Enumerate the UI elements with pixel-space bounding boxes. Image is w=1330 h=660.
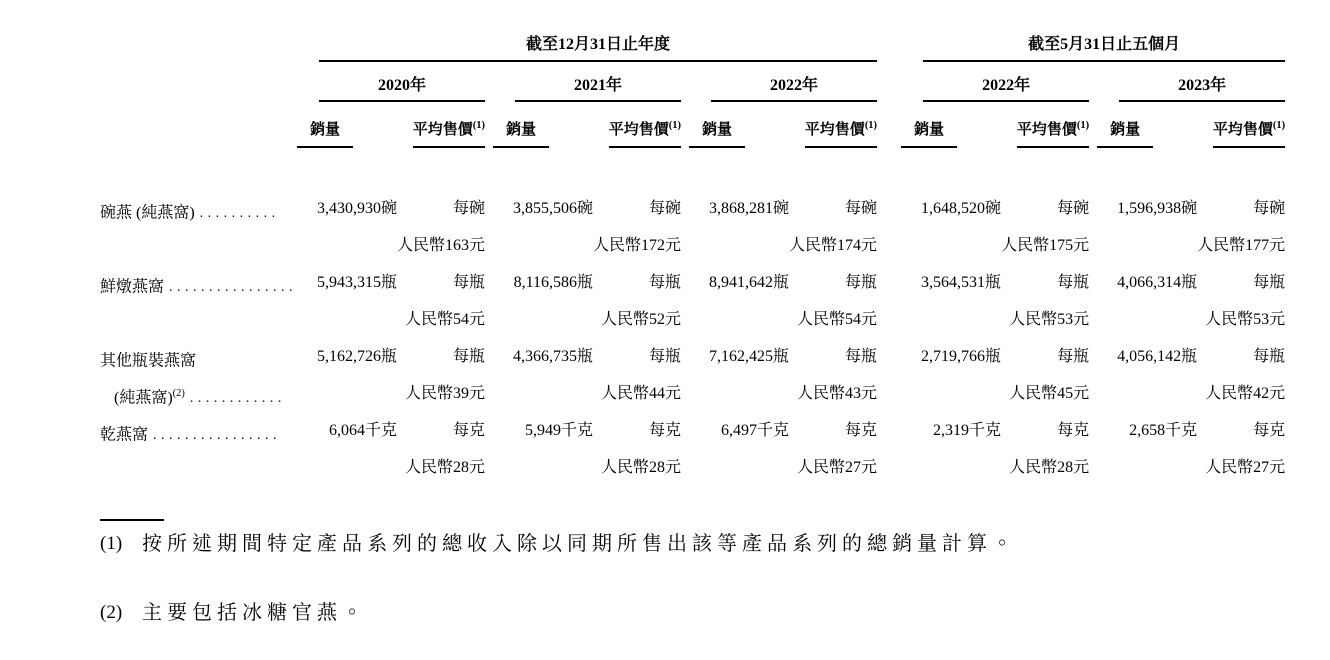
price-cell: 每碗 人民幣163元 <box>397 200 486 254</box>
row-label: 其他瓶裝燕窩 <box>100 352 197 370</box>
price-cell: 每瓶 人民幣39元 <box>405 348 486 402</box>
price-header-cell <box>1197 102 1285 148</box>
gap-cell <box>877 102 901 148</box>
gap-cell <box>877 412 901 486</box>
gap-cell <box>1089 338 1097 412</box>
gap-cell <box>1089 412 1097 486</box>
year-header-2022: 2022年 <box>711 72 877 102</box>
price-cell: 每瓶 人民幣53元 <box>1205 274 1286 328</box>
volume-header: 銷量 <box>901 118 957 148</box>
row-label: 鮮燉燕窩 <box>100 278 165 296</box>
volume-cell: 2,319千克 <box>933 422 1002 439</box>
footnote-ref-2: (2) <box>172 388 185 399</box>
gap-cell <box>485 190 493 264</box>
price-header-cell <box>593 102 681 148</box>
footnote-2-text: 主要包括冰糖官燕。 <box>142 602 367 624</box>
footnote-divider <box>100 519 164 521</box>
price-cell: 每瓶 人民幣44元 <box>601 348 682 402</box>
volume-cell: 1,596,938碗 <box>1117 200 1198 217</box>
footnote-ref-1: (1) <box>668 120 682 131</box>
footnote-1-text: 按所述期間特定產品系列的總收入除以同期所售出該等產品系列的總銷量計算。 <box>142 533 1017 555</box>
year-header-cell <box>901 62 1089 102</box>
volume-cell: 4,056,142瓶 <box>1117 348 1198 365</box>
price-cell: 每碗 人民幣172元 <box>593 200 682 254</box>
gap-cell <box>877 264 901 338</box>
row-label-line2: (純燕窩) <box>114 389 173 407</box>
gap-cell <box>1089 190 1097 264</box>
price-header: 平均售價$^{(1)}$ <box>1213 118 1285 148</box>
year-header-cell <box>493 62 681 102</box>
volume-header-cell <box>493 102 593 148</box>
footnote-1-marker: (1) <box>100 533 123 554</box>
volume-cell: 3,868,281碗 <box>709 200 790 217</box>
footnote-2 <box>100 600 367 626</box>
gap-cell <box>877 338 901 412</box>
gap-cell <box>1089 102 1097 148</box>
volume-cell: 8,116,586瓶 <box>513 274 594 291</box>
year-header-2020: 2020年 <box>319 72 485 102</box>
gap-cell <box>485 264 493 338</box>
footnote-ref-1: (1) <box>472 120 486 131</box>
volume-header: 銷量 <box>689 118 745 148</box>
volume-cell: 5,949千克 <box>525 422 594 439</box>
group-header-five-months: 截至5月31日止五個月 <box>923 31 1285 62</box>
year-header-cell <box>689 62 877 102</box>
gap-cell <box>681 412 689 486</box>
volume-header: 銷量 <box>297 118 353 148</box>
price-cell: 每瓶 人民幣54元 <box>405 274 486 328</box>
group-header-annual: 截至12月31日止年度 <box>319 31 877 62</box>
volume-header: 銷量 <box>493 118 549 148</box>
volume-cell: 4,066,314瓶 <box>1117 274 1198 291</box>
gap-cell <box>877 190 901 264</box>
gap-cell <box>681 264 689 338</box>
price-cell: 每克 人民幣28元 <box>1009 422 1090 476</box>
footnote-ref-1: (1) <box>1076 120 1090 131</box>
price-cell: 每瓶 人民幣45元 <box>1009 348 1090 402</box>
volume-header-cell <box>1097 102 1197 148</box>
gap-cell <box>681 62 689 102</box>
volume-cell: 5,162,726瓶 <box>317 348 398 365</box>
price-header: 平均售價$^{(1)}$ <box>413 118 485 148</box>
table-row-other-bottled-nest <box>100 338 1285 412</box>
gap-cell <box>485 102 493 148</box>
price-cell: 每克 人民幣28元 <box>601 422 682 476</box>
gap-cell <box>1089 62 1097 102</box>
group-header-row <box>100 28 1285 62</box>
empty-cell <box>100 28 297 62</box>
gap-cell <box>1089 264 1097 338</box>
table-row-dried-nest <box>100 412 1285 486</box>
volume-cell: 5,943,315瓶 <box>317 274 398 291</box>
row-label: 碗燕 (純燕窩) <box>100 204 195 222</box>
gap-cell <box>681 338 689 412</box>
footnote-2-marker: (2) <box>100 602 123 623</box>
footnote-ref-1: (1) <box>864 120 878 131</box>
gap-cell <box>877 62 901 102</box>
price-header: 平均售價$^{(1)}$ <box>609 118 681 148</box>
gap-cell <box>485 338 493 412</box>
price-header-cell <box>1001 102 1089 148</box>
volume-cell: 8,941,642瓶 <box>709 274 790 291</box>
volume-header-cell <box>297 102 397 148</box>
price-cell: 每瓶 人民幣52元 <box>601 274 682 328</box>
table-row-bowl-nest <box>100 190 1285 264</box>
row-label-cell <box>100 338 297 412</box>
gap-cell <box>681 190 689 264</box>
gap-cell <box>681 102 689 148</box>
year-header-2021: 2021年 <box>515 72 681 102</box>
volume-cell: 3,855,506碗 <box>513 200 594 217</box>
price-cell: 每碗 人民幣175元 <box>1001 200 1090 254</box>
gap-cell <box>485 62 493 102</box>
row-label-cell <box>100 412 297 486</box>
price-cell: 每克 人民幣27元 <box>797 422 878 476</box>
dot-leader: ................ <box>169 280 298 296</box>
volume-header: 銷量 <box>1097 118 1153 148</box>
price-cell: 每克 人民幣27元 <box>1205 422 1286 476</box>
dot-leader: ............ <box>189 391 286 407</box>
price-header-cell <box>397 102 485 148</box>
volume-header-cell <box>689 102 789 148</box>
year-header-cell <box>1097 62 1285 102</box>
volume-cell: 3,564,531瓶 <box>921 274 1002 291</box>
empty-cell <box>100 62 297 102</box>
year-header-2023-5m: 2023年 <box>1119 72 1285 102</box>
dot-leader: ................ <box>153 428 282 444</box>
year-header-row <box>100 62 1285 102</box>
group-header-five-months-cell <box>901 28 1285 62</box>
volume-header-cell <box>901 102 1001 148</box>
volume-cell: 2,658千克 <box>1129 422 1198 439</box>
volume-cell: 1,648,520碗 <box>921 200 1002 217</box>
group-header-annual-cell <box>297 28 877 62</box>
year-header-cell <box>297 62 485 102</box>
dot-leader: .......... <box>199 206 280 222</box>
price-cell: 每碗 人民幣174元 <box>789 200 878 254</box>
row-label-cell <box>100 190 297 264</box>
price-header-cell <box>789 102 877 148</box>
column-header-row <box>100 102 1285 148</box>
price-header: 平均售價$^{(1)}$ <box>1017 118 1089 148</box>
price-cell: 每碗 人民幣177元 <box>1197 200 1286 254</box>
price-header: 平均售價$^{(1)}$ <box>805 118 877 148</box>
volume-cell: 6,497千克 <box>721 422 790 439</box>
price-cell: 每瓶 人民幣43元 <box>797 348 878 402</box>
gap-cell <box>877 28 901 62</box>
price-cell: 每瓶 人民幣53元 <box>1009 274 1090 328</box>
year-header-2022-5m: 2022年 <box>923 72 1089 102</box>
empty-cell <box>100 102 297 148</box>
footnote-ref-1: (1) <box>1272 120 1286 131</box>
spacer-row <box>100 148 1285 190</box>
price-cell: 每克 人民幣28元 <box>405 422 486 476</box>
gap-cell <box>485 412 493 486</box>
volume-cell: 4,366,735瓶 <box>513 348 594 365</box>
table-row-fresh-stewed-nest <box>100 264 1285 338</box>
volume-cell: 3,430,930碗 <box>317 200 398 217</box>
sales-volume-price-table <box>100 28 1285 486</box>
price-cell: 每瓶 人民幣54元 <box>797 274 878 328</box>
volume-cell: 7,162,425瓶 <box>709 348 790 365</box>
volume-cell: 2,719,766瓶 <box>921 348 1002 365</box>
volume-cell: 6,064千克 <box>329 422 398 439</box>
footnote-1 <box>100 531 1017 557</box>
price-cell: 每瓶 人民幣42元 <box>1205 348 1286 402</box>
row-label: 乾燕窩 <box>100 426 149 444</box>
row-label-cell <box>100 264 297 338</box>
